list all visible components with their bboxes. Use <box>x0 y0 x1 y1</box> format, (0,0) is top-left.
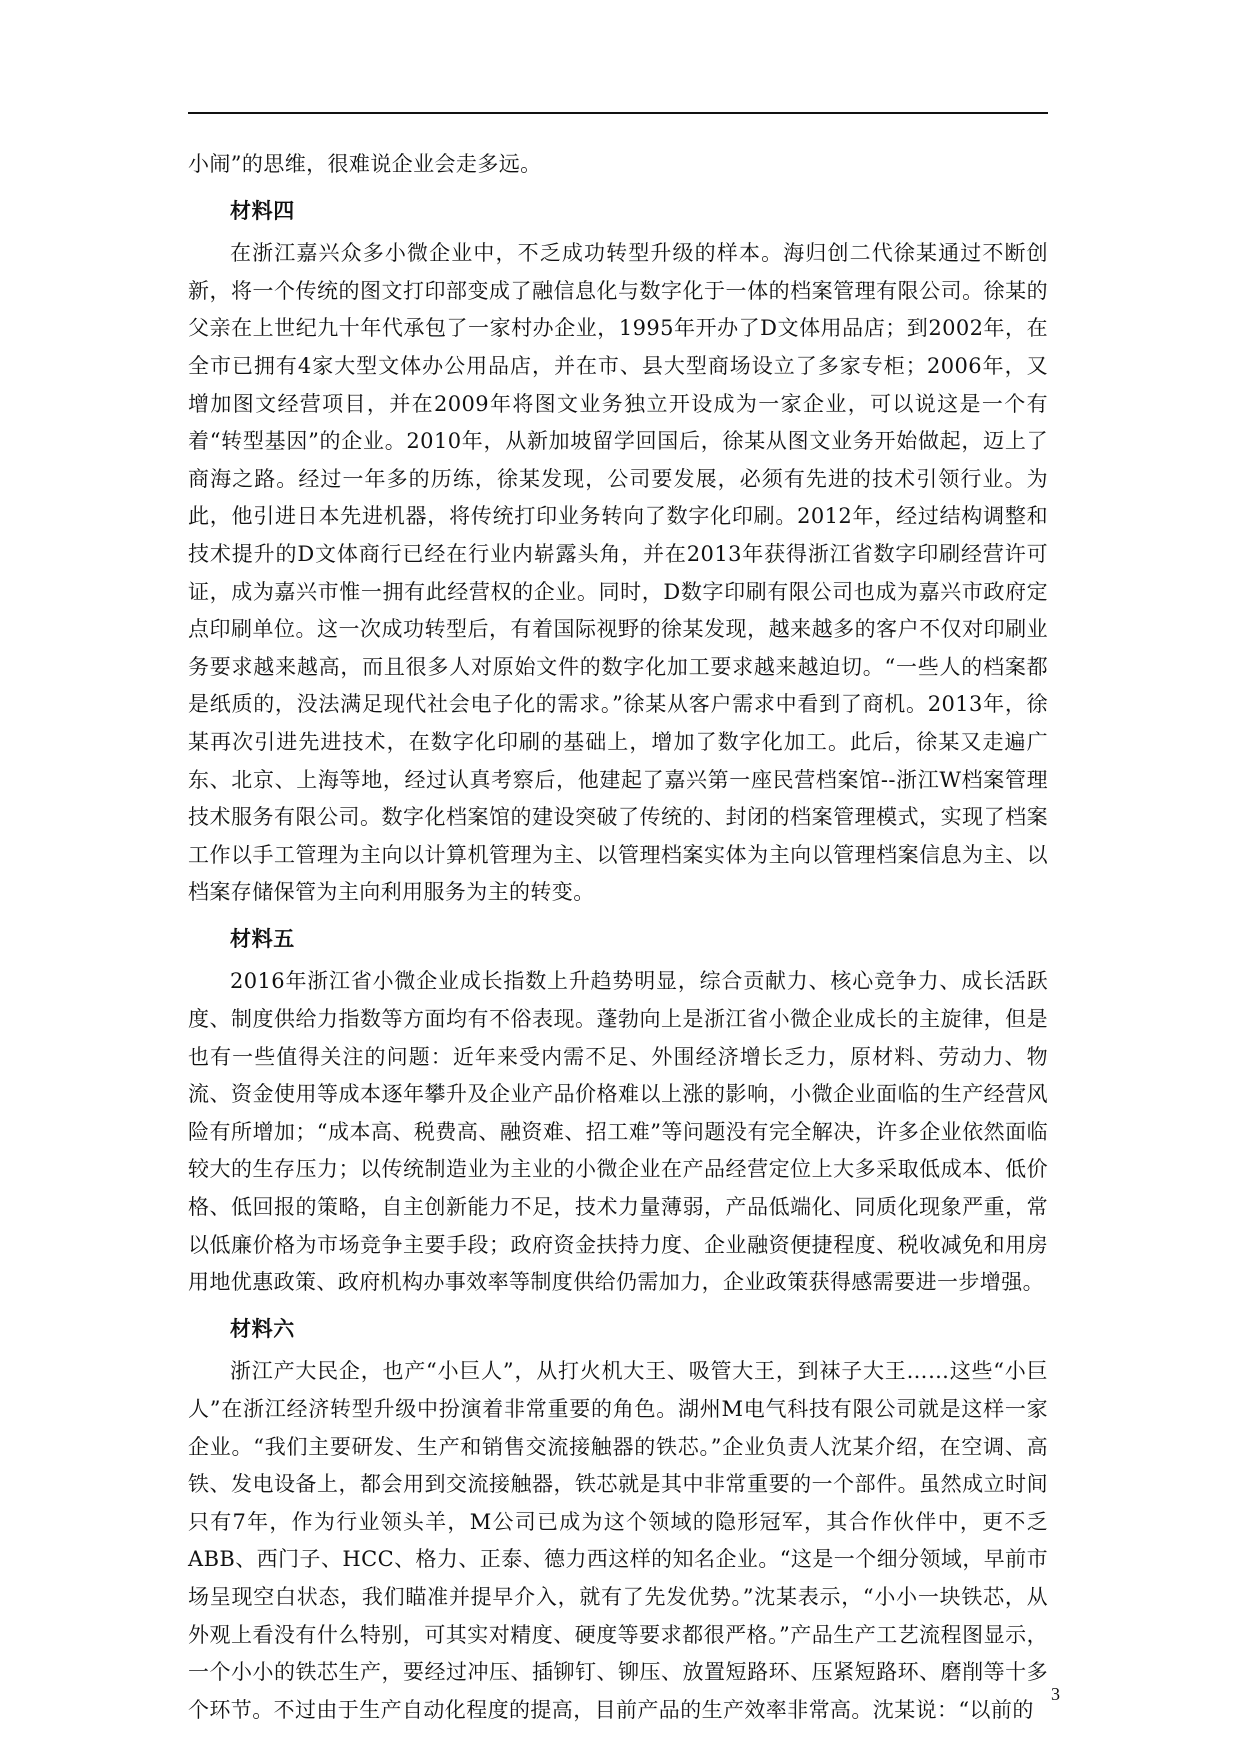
continuation-paragraph: 小闹”的思维，很难说企业会走多远。 <box>188 152 542 176</box>
section-body-material-4: 在浙江嘉兴众多小微企业中，不乏成功转型升级的样本。海归创二代徐某通过不断创新，将一个传统的图文打印部变成了融信息化与数字化于一体的档案管理有限公司。徐某的父亲在上世纪九十年代承包了一家村办企业，1995年开办了D文体用品店；到2002年，在全市已拥有4家大型文体办公用品店，并在市、县大型商场设立了多家专柜；2006年，又增加图文经营项目，并在2009年将图文业务独立开设成为一家企业，可以说这是一个有着“转型基因”的企业。2010年，从新加坡留学回国后，徐某从图文业务开始做起，迈上了商海之路。经过一年多的历练，徐某发现，公司要发展，必须有先进的技术引领行业。为此，他引进日本先进机器，将传统打印业务转向了数字化印刷。2012年，经过结构调整和技术提升的D文体商行已经在行业内崭露头角，并在2013年获得浙江省数字印刷经营许可证，成为嘉兴市惟一拥有此经营权的企业。同时，D数字印刷有限公司也成为嘉兴市政府定点印刷单位。这一次成功转型后，有着国际视野的徐某发现，越来越多的客户不仅对印刷业务要求越来越高，而且很多人对原始文件的数字化加工要求越来越迫切。“一些人的档案都是纸质的，没法满足现代社会电子化的需求。”徐某从客户需求中看到了商机。2013年，徐某再次引进先进技术，在数字化印刷的基础上，增加了数字化加工。此后，徐某又走遍广东、北京、上海等地，经过认真考察后，他建起了嘉兴第一座民营档案馆--浙江W档案管理技术服务有限公司。数字化档案馆的建设突破了传统的、封闭的档案管理模式，实现了档案工作以手工管理为主向以计算机管理为主、以管理档案实体为主向以管理档案信息为主、以档案存储保管为主向利用服务为主的转变。 <box>188 241 1048 905</box>
document-body <box>188 146 1048 1729</box>
header-rule <box>188 112 1048 114</box>
section-heading-material-5: 材料五 <box>230 925 295 951</box>
section-body-material-6: 浙江产大民企，也产“小巨人”，从打火机大王、吸管大王，到袜子大王……这些“小巨人”在浙江经济转型升级中扮演着非常重要的角色。湖州M电气科技有限公司就是这样一家企业。“我们主要研发、生产和销售交流接触器的铁芯。”企业负责人沈某介绍，在空调、高铁、发电设备上，都会用到交流接触器，铁芯就是其中非常重要的一个部件。虽然成立时间只有7年，作为行业领头羊，M公司已成为这个领域的隐形冠军，其合作伙伴中，更不乏ABB、西门子、HCC、格力、正泰、德力西这样的知名企业。“这是一个细分领域，早前市场呈现空白状态，我们瞄准并提早介入，就有了先发优势。”沈某表示，“小小一块铁芯，从外观上看没有什么特别，可其实对精度、硬度等要求都很严格。”产品生产工艺流程图显示，一个小小的铁芯生产，要经过冲压、插铆钉、铆压、放置短路环、压紧短路环、磨削等十多个环节。不过由于生产自动化程度的提高，目前产品的生产效率非常高。沈某说：“以前的 <box>188 1359 1048 1722</box>
page-number: 3 <box>1051 1684 1060 1704</box>
section-body-material-5: 2016年浙江省小微企业成长指数上升趋势明显，综合贡献力、核心竞争力、成长活跃度、制度供给力指数等方面均有不俗表现。蓬勃向上是浙江省小微企业成长的主旋律，但是也有一些值得关注的问题：近年来受内需不足、外围经济增长乏力，原材料、劳动力、物流、资金使用等成本逐年攀升及企业产品价格难以上涨的影响，小微企业面临的生产经营风险有所增加；“成本高、税费高、融资难、招工难”等问题没有完全解决，许多企业依然面临较大的生存压力；以传统制造业为主业的小微企业在产品经营定位上大多采取低成本、低价格、低回报的策略，自主创新能力不足，技术力量薄弱，产品低端化、同质化现象严重，常以低廉价格为市场竞争主要手段；政府资金扶持力度、企业融资便捷程度、税收减免和用房用地优惠政策、政府机构办事效率等制度供给仍需加力，企业政策获得感需要进一步增强。 <box>188 969 1048 1295</box>
section-heading-material-4: 材料四 <box>230 197 295 223</box>
section-heading-material-6: 材料六 <box>230 1315 295 1341</box>
